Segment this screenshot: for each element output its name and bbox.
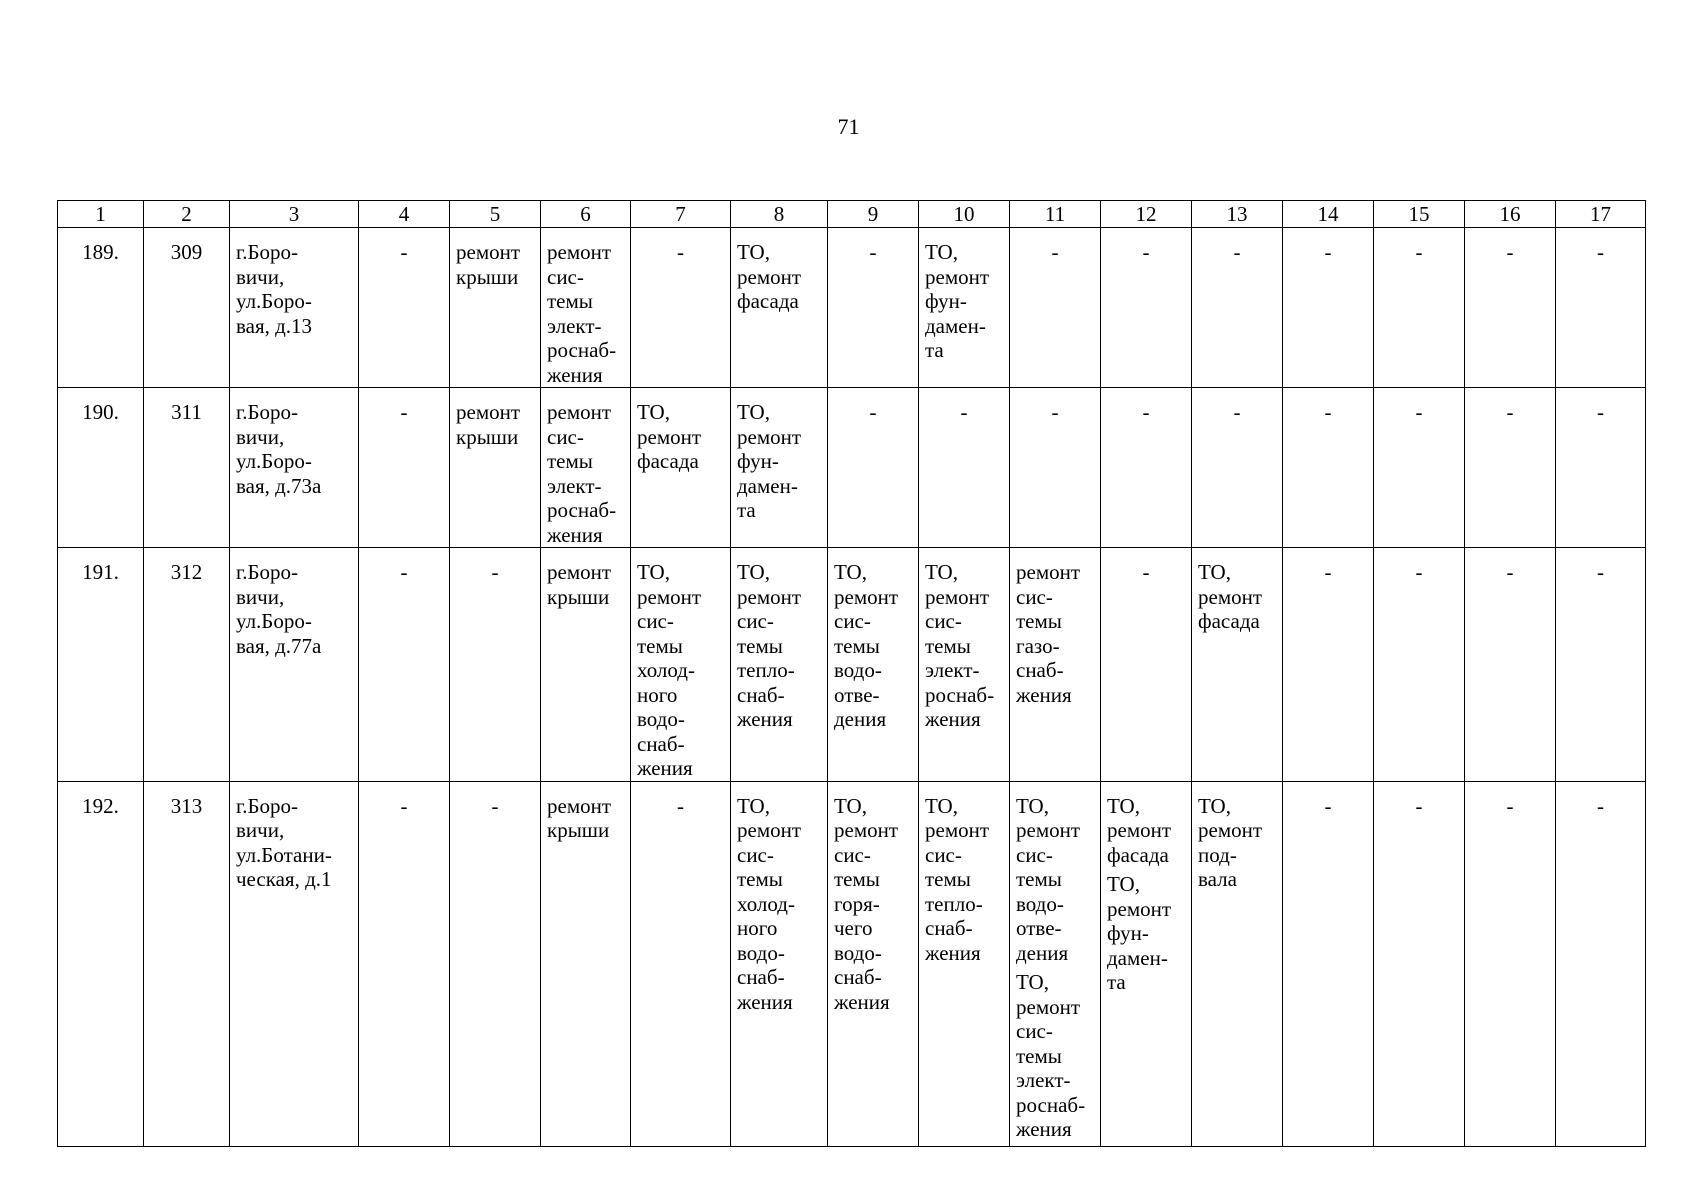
work-line: фасада: [1198, 609, 1260, 633]
work-line: ТО,: [1016, 970, 1049, 994]
work-line: жения: [637, 756, 693, 780]
work-line: темы: [834, 633, 880, 658]
work-line: сис-: [737, 609, 774, 633]
work-line: дамен-: [737, 473, 798, 498]
work-line: ТО,: [737, 240, 770, 264]
work-line: ремонт: [925, 584, 990, 609]
work-line: отве-: [834, 682, 880, 707]
empty-cell: [1101, 228, 1192, 388]
work-entry: [737, 400, 827, 523]
work-line: жения: [925, 707, 981, 731]
row-number-cell: 192.: [58, 781, 144, 1146]
empty-mark: -: [1506, 793, 1514, 818]
column-number-header: 3: [230, 201, 359, 228]
work-cell: [828, 781, 919, 1146]
empty-cell: [450, 781, 541, 1146]
empty-cell: [919, 388, 1010, 548]
empty-mark: -: [400, 560, 408, 584]
work-line: жения: [547, 362, 603, 387]
work-line: газо-: [1016, 633, 1060, 658]
work-entry: [925, 794, 1009, 966]
column-number-header: 7: [631, 201, 731, 228]
work-cell: [450, 388, 541, 548]
work-line: под-: [1198, 842, 1237, 867]
work-line: жения: [547, 522, 603, 547]
empty-cell: [1556, 548, 1646, 782]
work-line: ТО,: [834, 560, 867, 584]
empty-cell: [1010, 388, 1101, 548]
address-line: г.Боро-: [236, 240, 299, 264]
work-line: ремонт: [637, 584, 702, 609]
empty-cell: [631, 781, 731, 1146]
empty-cell: [1283, 388, 1374, 548]
column-number-header: 14: [1283, 201, 1374, 228]
work-entry: [737, 240, 827, 314]
address-line: ул.Боро-: [236, 609, 312, 633]
table-body: [58, 201, 1646, 1147]
empty-cell: [631, 228, 731, 388]
work-entry: [1016, 560, 1100, 707]
work-line: сис-: [547, 264, 584, 289]
work-line: сис-: [925, 842, 962, 867]
empty-mark: -: [1142, 560, 1150, 584]
empty-mark: -: [400, 240, 408, 264]
work-entry: [1016, 970, 1100, 1142]
empty-cell: [359, 228, 450, 388]
empty-mark: -: [1051, 240, 1059, 264]
work-cell: [919, 228, 1010, 388]
empty-cell: [450, 548, 541, 782]
work-line: ремонт: [456, 240, 521, 264]
work-line: фасада: [1107, 842, 1169, 867]
work-line: ремонт: [547, 560, 612, 584]
work-cell: [828, 548, 919, 782]
work-line: крыши: [547, 584, 610, 609]
work-line: снаб-: [737, 682, 785, 707]
work-line: ремонт: [925, 818, 990, 842]
work-entry: [834, 560, 918, 732]
work-line: горя-: [834, 891, 880, 916]
empty-mark: -: [1142, 400, 1150, 424]
work-line: ремонт: [1107, 818, 1172, 842]
empty-mark: -: [1324, 560, 1332, 584]
work-line: роснаб-: [547, 338, 617, 362]
work-line: ремонт: [456, 400, 521, 424]
work-line: ремонт: [1016, 818, 1081, 842]
empty-cell: [828, 388, 919, 548]
empty-cell: [1192, 228, 1283, 388]
work-line: темы: [737, 867, 783, 891]
work-cell: [731, 228, 828, 388]
work-entry: [737, 794, 827, 1015]
work-cell: [541, 781, 631, 1146]
address-cell: [230, 548, 359, 782]
work-line: темы: [737, 633, 783, 658]
address-line: ул.Боро-: [236, 449, 312, 473]
work-line: крыши: [547, 818, 610, 842]
work-line: темы: [925, 867, 971, 891]
empty-mark: -: [677, 793, 684, 818]
work-line: ТО,: [925, 560, 958, 584]
empty-cell: [1556, 228, 1646, 388]
work-line: снаб-: [737, 965, 785, 989]
address-line: вая, д.77а: [236, 633, 322, 658]
address-line: вичи,: [236, 584, 285, 609]
work-line: жения: [834, 989, 890, 1014]
work-line: ТО,: [737, 400, 770, 424]
work-line: водо-: [737, 940, 785, 965]
empty-cell: [1374, 228, 1465, 388]
work-line: снаб-: [834, 965, 882, 989]
work-entry: [637, 400, 730, 474]
work-line: темы: [925, 633, 971, 658]
empty-cell: [1556, 781, 1646, 1146]
work-line: ТО,: [925, 240, 958, 264]
work-line: ТО,: [637, 560, 670, 584]
work-entry: [547, 794, 630, 843]
column-number-header: 13: [1192, 201, 1283, 228]
column-number-header: 4: [359, 201, 450, 228]
empty-mark: -: [1597, 240, 1604, 264]
house-id-cell: 309: [144, 228, 230, 388]
work-line: крыши: [456, 264, 519, 289]
work-line: ремонт: [1016, 994, 1081, 1019]
row-number-cell: 191.: [58, 548, 144, 782]
address-line: ул.Боро-: [236, 289, 312, 313]
work-line: темы: [1016, 1043, 1062, 1068]
work-entry: [925, 240, 1009, 363]
work-cell: [731, 388, 828, 548]
table-row: [58, 388, 1646, 548]
work-line: дения: [1016, 940, 1069, 965]
table-row: [58, 548, 1646, 782]
column-number-header: 8: [731, 201, 828, 228]
work-line: ТО,: [1016, 793, 1049, 818]
work-entry: [1107, 872, 1191, 995]
work-entry: [834, 794, 918, 1015]
work-cell: [631, 548, 731, 782]
address-line: вичи,: [236, 264, 285, 289]
empty-cell: [359, 388, 450, 548]
table-row: [58, 228, 1646, 388]
work-cell: [731, 548, 828, 782]
row-number-cell: 190.: [58, 388, 144, 548]
work-entry: [547, 560, 630, 609]
work-line: сис-: [834, 842, 871, 867]
work-line: жения: [1016, 682, 1072, 707]
empty-mark: -: [1415, 400, 1423, 424]
empty-mark: -: [1142, 240, 1150, 264]
empty-mark: -: [1506, 560, 1514, 584]
work-cell: [1010, 548, 1101, 782]
column-number-header: 6: [541, 201, 631, 228]
work-line: ремонт: [737, 424, 802, 449]
work-line: ТО,: [1107, 793, 1140, 818]
work-line: элект-: [547, 313, 602, 338]
column-number-header: 15: [1374, 201, 1465, 228]
work-line: ТО,: [1107, 872, 1140, 896]
empty-cell: [1465, 228, 1556, 388]
address-line: г.Боро-: [236, 560, 299, 584]
empty-mark: -: [1324, 793, 1332, 818]
work-line: ремонт: [1016, 560, 1081, 584]
work-entry: [1016, 794, 1100, 966]
work-line: дения: [834, 707, 887, 731]
work-line: элект-: [1016, 1068, 1071, 1092]
work-entry: [456, 400, 540, 449]
table-row: [58, 781, 1646, 1146]
work-line: дамен-: [1107, 945, 1168, 970]
work-cell: [541, 388, 631, 548]
empty-mark: -: [1415, 240, 1423, 264]
work-line: водо-: [834, 940, 882, 965]
house-id-cell: 311: [144, 388, 230, 548]
work-cell: [1010, 781, 1101, 1146]
work-line: ремонт: [1198, 584, 1263, 609]
work-line: элект-: [925, 658, 980, 682]
work-line: ремонт: [834, 584, 899, 609]
work-entry: [547, 240, 630, 387]
empty-mark: -: [869, 240, 877, 264]
empty-mark: -: [677, 240, 684, 264]
address-line: ческая, д.1: [236, 867, 332, 891]
address-line: г.Боро-: [236, 400, 299, 424]
work-line: снаб-: [925, 916, 973, 940]
work-line: ремонт: [737, 264, 802, 289]
work-line: та: [925, 338, 944, 362]
work-line: темы: [1016, 867, 1062, 891]
work-entry: [547, 400, 630, 547]
work-line: ТО,: [1198, 793, 1231, 818]
column-number-header: 11: [1010, 201, 1101, 228]
address-line: вая, д.13: [236, 313, 313, 338]
house-id-cell: 313: [144, 781, 230, 1146]
work-line: снаб-: [637, 731, 685, 756]
empty-cell: [828, 228, 919, 388]
work-line: роснаб-: [925, 682, 995, 707]
column-number-header: 2: [144, 201, 230, 228]
work-line: ремонт: [925, 264, 990, 289]
address-line: вая, д.73а: [236, 473, 322, 498]
work-line: сис-: [1016, 1019, 1053, 1043]
empty-cell: [1465, 781, 1556, 1146]
empty-cell: [1101, 388, 1192, 548]
header-row: [58, 201, 1646, 228]
work-cell: [541, 548, 631, 782]
work-line: ремонт: [547, 793, 612, 818]
work-line: чего: [834, 916, 873, 940]
column-number-header: 10: [919, 201, 1010, 228]
address-line: вичи,: [236, 424, 285, 449]
empty-mark: -: [1506, 240, 1514, 264]
work-line: ремонт: [737, 818, 802, 842]
column-number-header: 5: [450, 201, 541, 228]
repair-schedule-table: [57, 200, 1646, 1147]
work-line: жения: [737, 707, 793, 731]
work-entry: [456, 240, 540, 289]
work-cell: [450, 228, 541, 388]
page-number: 71: [837, 114, 860, 139]
work-cell: [1192, 781, 1283, 1146]
empty-mark: -: [400, 400, 408, 424]
empty-cell: [1101, 548, 1192, 782]
address-line: ул.Ботани-: [236, 842, 332, 867]
empty-mark: -: [1506, 400, 1514, 424]
column-number-header: 16: [1465, 201, 1556, 228]
empty-cell: [1283, 548, 1374, 782]
work-cell: [1101, 781, 1192, 1146]
work-line: ремонт: [637, 424, 702, 449]
empty-cell: [359, 781, 450, 1146]
work-line: сис-: [925, 609, 962, 633]
row-number-cell: 189.: [58, 228, 144, 388]
work-cell: [631, 388, 731, 548]
empty-cell: [1556, 388, 1646, 548]
work-line: крыши: [456, 424, 519, 449]
work-cell: [919, 548, 1010, 782]
work-entry: [1198, 560, 1282, 634]
address-line: вичи,: [236, 818, 285, 842]
work-line: фун-: [737, 449, 779, 473]
column-number-header: 1: [58, 201, 144, 228]
work-cell: [919, 781, 1010, 1146]
work-line: вала: [1198, 867, 1237, 891]
work-line: водо-: [834, 658, 882, 682]
empty-cell: [1192, 388, 1283, 548]
empty-mark: -: [400, 793, 408, 818]
work-line: ТО,: [737, 793, 770, 818]
address-line: г.Боро-: [236, 793, 299, 818]
empty-cell: [1283, 781, 1374, 1146]
work-entry: [637, 560, 730, 781]
empty-mark: -: [491, 560, 499, 584]
work-entry: [1198, 794, 1282, 892]
empty-cell: [1465, 388, 1556, 548]
work-line: ТО,: [834, 793, 867, 818]
empty-mark: -: [1233, 240, 1241, 264]
work-line: темы: [1016, 609, 1062, 633]
empty-cell: [1374, 781, 1465, 1146]
work-line: жения: [925, 940, 981, 965]
column-number-header: 12: [1101, 201, 1192, 228]
column-number-header: 9: [828, 201, 919, 228]
empty-cell: [1374, 548, 1465, 782]
work-line: тепло-: [737, 658, 795, 682]
work-entry: [925, 560, 1009, 732]
empty-mark: -: [1324, 240, 1332, 264]
empty-mark: -: [1415, 560, 1423, 584]
work-line: элект-: [547, 473, 602, 498]
work-line: ТО,: [637, 400, 670, 424]
work-line: ТО,: [1198, 560, 1231, 584]
work-line: жения: [737, 989, 793, 1014]
empty-mark: -: [1597, 793, 1604, 818]
work-line: холод-: [637, 658, 695, 682]
work-line: снаб-: [1016, 658, 1064, 682]
work-line: жения: [1016, 1117, 1072, 1141]
empty-mark: -: [1233, 400, 1241, 424]
work-line: ремонт: [737, 584, 802, 609]
work-line: та: [1107, 970, 1126, 994]
work-line: тепло-: [925, 891, 983, 916]
empty-cell: [359, 548, 450, 782]
work-line: темы: [547, 449, 593, 473]
empty-cell: [1283, 228, 1374, 388]
work-line: сис-: [637, 609, 674, 633]
address-cell: [230, 781, 359, 1146]
work-line: ремонт: [1198, 818, 1263, 842]
work-line: ремонт: [547, 240, 612, 264]
house-id-cell: 312: [144, 548, 230, 782]
work-line: ремонт: [834, 818, 899, 842]
work-line: ного: [737, 916, 778, 940]
empty-cell: [1374, 388, 1465, 548]
empty-mark: -: [1597, 560, 1604, 584]
work-line: темы: [547, 289, 593, 313]
work-entry: [737, 560, 827, 732]
work-line: фун-: [925, 289, 967, 313]
work-entry: [1107, 794, 1191, 868]
address-cell: [230, 388, 359, 548]
work-line: фасада: [737, 289, 799, 313]
empty-mark: -: [960, 400, 968, 424]
work-line: сис-: [834, 609, 871, 633]
empty-mark: -: [1597, 400, 1604, 424]
work-line: темы: [834, 867, 880, 891]
empty-mark: -: [1415, 793, 1423, 818]
work-cell: [541, 228, 631, 388]
empty-mark: -: [1324, 400, 1332, 424]
work-line: фун-: [1107, 921, 1149, 945]
work-line: дамен-: [925, 313, 986, 338]
address-cell: [230, 228, 359, 388]
work-line: темы: [637, 633, 683, 658]
work-line: водо-: [637, 707, 685, 731]
column-number-header: 17: [1556, 201, 1646, 228]
work-cell: [731, 781, 828, 1146]
work-line: ТО,: [737, 560, 770, 584]
work-line: ного: [637, 682, 678, 707]
work-line: сис-: [1016, 584, 1053, 609]
work-line: водо-: [1016, 891, 1064, 916]
work-line: отве-: [1016, 916, 1062, 940]
work-line: сис-: [547, 424, 584, 449]
work-line: холод-: [737, 891, 795, 916]
empty-cell: [1465, 548, 1556, 782]
work-cell: [1192, 548, 1283, 782]
work-line: роснаб-: [547, 498, 617, 522]
work-line: та: [737, 498, 756, 522]
work-line: сис-: [1016, 842, 1053, 867]
empty-mark: -: [1051, 400, 1059, 424]
work-line: ремонт: [547, 400, 612, 424]
empty-mark: -: [491, 793, 499, 818]
empty-cell: [1010, 228, 1101, 388]
work-line: сис-: [737, 842, 774, 867]
work-line: фасада: [637, 449, 699, 473]
work-line: ТО,: [925, 793, 958, 818]
work-line: ремонт: [1107, 896, 1172, 921]
work-line: роснаб-: [1016, 1092, 1086, 1117]
empty-mark: -: [869, 400, 877, 424]
